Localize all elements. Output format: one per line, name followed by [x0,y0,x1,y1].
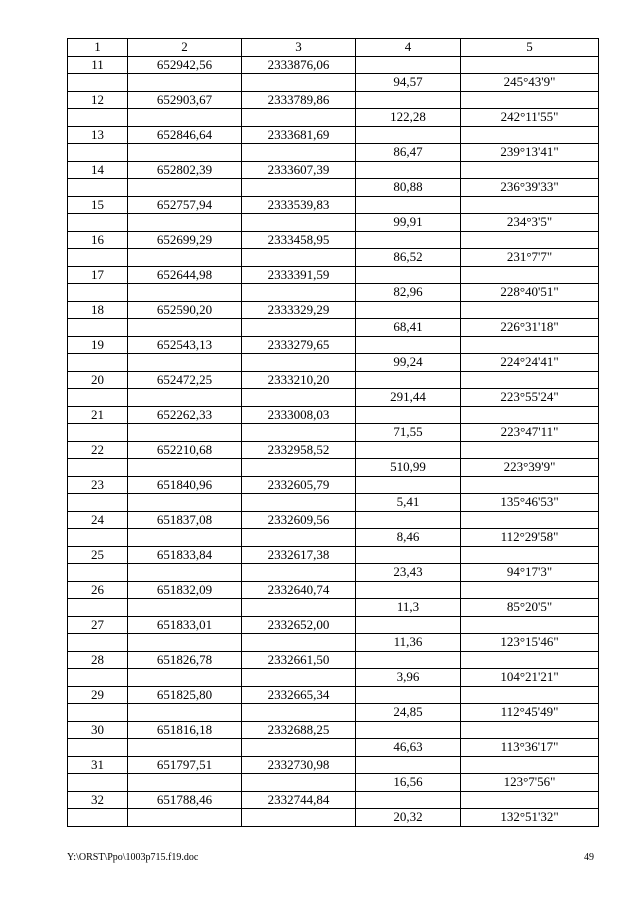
table-cell: 21 [68,406,128,424]
table-cell [461,476,599,494]
table-row [68,231,599,249]
table-cell [242,809,356,827]
table-cell: 123°15'46" [461,634,599,652]
table-cell: 2333458,95 [242,231,356,249]
table-cell [68,284,128,302]
table-cell [128,529,242,547]
table-cell: 231°7'7" [461,249,599,267]
table-cell [68,214,128,232]
table-cell [242,494,356,512]
table-row [68,616,599,634]
table-row [68,371,599,389]
table-cell: 11 [68,56,128,74]
table-cell [356,441,461,459]
table-cell: 3,96 [356,669,461,687]
table-cell [242,179,356,197]
table-row [68,91,599,109]
table-cell [128,564,242,582]
table-cell [242,109,356,127]
table-cell [68,599,128,617]
table-row [68,721,599,739]
table-cell [68,249,128,267]
table-cell [128,179,242,197]
table-cell: 99,91 [356,214,461,232]
table-row [68,56,599,74]
table-cell [461,336,599,354]
table-cell: 2333329,29 [242,301,356,319]
table-cell [242,319,356,337]
table-cell: 28 [68,651,128,669]
table-cell: 68,41 [356,319,461,337]
table-cell: 122,28 [356,109,461,127]
table-cell [242,599,356,617]
table-cell: 652644,98 [128,266,242,284]
table-cell [68,774,128,792]
table-cell: 2332652,00 [242,616,356,634]
table-cell [356,336,461,354]
table-cell [356,56,461,74]
table-row [68,581,599,599]
table-cell: 291,44 [356,389,461,407]
table-row [68,459,599,477]
table-cell [68,529,128,547]
table-cell [461,301,599,319]
table-cell [461,441,599,459]
table-cell [356,756,461,774]
table-cell: 14 [68,161,128,179]
table-cell: 94°17'3" [461,564,599,582]
table-cell [461,406,599,424]
table-cell: 15 [68,196,128,214]
table-cell [356,371,461,389]
table-cell: 651825,80 [128,686,242,704]
table-cell: 104°21'21" [461,669,599,687]
column-header: 3 [242,39,356,57]
table-cell [356,91,461,109]
table-row [68,529,599,547]
table-row [68,284,599,302]
table-cell [128,704,242,722]
table-cell [242,249,356,267]
table-cell [356,546,461,564]
table-cell [128,599,242,617]
table-cell: 2332605,79 [242,476,356,494]
table-cell: 223°39'9" [461,459,599,477]
table-cell [461,126,599,144]
table-cell [242,389,356,407]
table-cell [461,721,599,739]
table-cell: 2332640,74 [242,581,356,599]
table-cell [68,389,128,407]
table-cell [128,424,242,442]
table-cell [242,669,356,687]
table-cell [128,389,242,407]
table-cell: 510,99 [356,459,461,477]
table-cell [461,196,599,214]
table-cell: 652699,29 [128,231,242,249]
table-cell [68,634,128,652]
table-row [68,564,599,582]
table-row [68,511,599,529]
table-cell: 17 [68,266,128,284]
table-row [68,319,599,337]
table-cell [68,144,128,162]
table-cell: 86,52 [356,249,461,267]
table-cell: 652543,13 [128,336,242,354]
table-cell: 2333391,59 [242,266,356,284]
table-cell: 82,96 [356,284,461,302]
table-cell: 652210,68 [128,441,242,459]
table-row [68,546,599,564]
table-cell: 2332744,84 [242,791,356,809]
table-cell [128,284,242,302]
table-cell: 652942,56 [128,56,242,74]
table-cell [461,91,599,109]
table-cell: 651826,78 [128,651,242,669]
table-header-row [68,39,599,57]
table-cell: 80,88 [356,179,461,197]
table-cell: 2332958,52 [242,441,356,459]
table-row [68,441,599,459]
table-cell [356,791,461,809]
table-cell [242,459,356,477]
column-header: 1 [68,39,128,57]
table-cell [461,56,599,74]
table-cell [356,476,461,494]
table-cell [128,669,242,687]
table-row [68,179,599,197]
table-cell [461,791,599,809]
table-cell: 135°46'53" [461,494,599,512]
table-cell [68,109,128,127]
table-cell [356,266,461,284]
table-cell: 651797,51 [128,756,242,774]
table-cell: 651788,46 [128,791,242,809]
table-cell: 2332661,50 [242,651,356,669]
table-cell [242,284,356,302]
table-cell: 19 [68,336,128,354]
table-row [68,476,599,494]
table-cell: 652802,39 [128,161,242,179]
table-cell [68,424,128,442]
table-cell [128,109,242,127]
table-cell: 24 [68,511,128,529]
table-cell [356,301,461,319]
table-cell [356,686,461,704]
table-row [68,389,599,407]
footer-file-path: Y:\ORST\Ppo\1003p715.f19.doc [67,852,199,863]
table-cell: 223°47'11" [461,424,599,442]
table-cell [461,651,599,669]
table-row [68,144,599,162]
table-cell: 234°3'5" [461,214,599,232]
table-row [68,634,599,652]
table-cell [461,616,599,634]
table-cell [128,739,242,757]
table-cell: 651816,18 [128,721,242,739]
column-header: 4 [356,39,461,57]
table-cell [68,319,128,337]
table-cell: 651832,09 [128,581,242,599]
table-cell [242,634,356,652]
table-cell [68,704,128,722]
table-cell: 2333539,83 [242,196,356,214]
table-row [68,161,599,179]
table-cell: 228°40'51" [461,284,599,302]
column-header: 2 [128,39,242,57]
table-cell: 13 [68,126,128,144]
table-row [68,739,599,757]
table-cell [242,354,356,372]
table-cell [128,214,242,232]
table-cell: 652903,67 [128,91,242,109]
table-cell: 652262,33 [128,406,242,424]
table-cell: 2332609,56 [242,511,356,529]
table-row [68,109,599,127]
table-row [68,809,599,827]
table-cell [242,529,356,547]
table-cell [128,634,242,652]
table-cell: 22 [68,441,128,459]
table-row [68,791,599,809]
table-cell: 2333607,39 [242,161,356,179]
table-row [68,704,599,722]
table-row [68,126,599,144]
table-row [68,774,599,792]
table-cell [356,196,461,214]
table-cell [128,319,242,337]
table-cell: 5,41 [356,494,461,512]
table-cell [461,511,599,529]
table-cell: 23,43 [356,564,461,582]
table-cell [68,494,128,512]
table-row [68,301,599,319]
table-cell [128,809,242,827]
table-cell: 99,24 [356,354,461,372]
table-cell: 2333789,86 [242,91,356,109]
table-cell: 224°24'41" [461,354,599,372]
table-cell [68,564,128,582]
table-cell: 94,57 [356,74,461,92]
table-cell [242,564,356,582]
table-cell: 652590,20 [128,301,242,319]
table-cell [461,686,599,704]
table-cell [356,511,461,529]
table-cell: 29 [68,686,128,704]
table-cell: 12 [68,91,128,109]
table-row [68,266,599,284]
table-body [68,39,599,827]
table-cell [68,179,128,197]
table-cell [356,651,461,669]
table-cell [128,354,242,372]
table-row [68,756,599,774]
table-cell [128,74,242,92]
footer-page-number: 49 [584,852,594,863]
table-cell: 23 [68,476,128,494]
table-cell: 24,85 [356,704,461,722]
table-cell: 223°55'24" [461,389,599,407]
table-cell: 112°45'49" [461,704,599,722]
table-cell [461,756,599,774]
table-cell [68,74,128,92]
table-cell: 16 [68,231,128,249]
table-cell: 651833,84 [128,546,242,564]
table-cell: 20,32 [356,809,461,827]
table-cell: 2333681,69 [242,126,356,144]
coordinates-table [67,38,599,827]
table-cell: 652846,64 [128,126,242,144]
table-cell: 226°31'18" [461,319,599,337]
table-cell [461,161,599,179]
table-cell: 2333279,65 [242,336,356,354]
table-cell [461,546,599,564]
table-cell: 2333008,03 [242,406,356,424]
table-row [68,494,599,512]
table-cell: 26 [68,581,128,599]
table-cell: 2332688,25 [242,721,356,739]
table-cell: 2332617,38 [242,546,356,564]
table-cell: 71,55 [356,424,461,442]
table-cell [242,424,356,442]
table-cell [242,704,356,722]
table-cell: 651833,01 [128,616,242,634]
column-header: 5 [461,39,599,57]
table-cell [356,126,461,144]
table-row [68,249,599,267]
table-cell [128,144,242,162]
table-cell [356,721,461,739]
table-row [68,686,599,704]
table-cell: 245°43'9" [461,74,599,92]
table-row [68,424,599,442]
table-cell [68,809,128,827]
table-cell: 30 [68,721,128,739]
table-cell [461,581,599,599]
table-cell: 652757,94 [128,196,242,214]
table-row [68,214,599,232]
table-cell: 86,47 [356,144,461,162]
table-cell: 242°11'55" [461,109,599,127]
table-cell: 85°20'5" [461,599,599,617]
table-cell [128,249,242,267]
table-cell: 46,63 [356,739,461,757]
table-cell: 123°7'56" [461,774,599,792]
table-cell [356,616,461,634]
table-cell: 651840,96 [128,476,242,494]
table-cell [68,354,128,372]
table-cell: 32 [68,791,128,809]
table-row [68,336,599,354]
table-cell: 2333876,06 [242,56,356,74]
table-row [68,651,599,669]
table-cell: 27 [68,616,128,634]
table-cell [242,774,356,792]
table-cell: 112°29'58" [461,529,599,547]
table-cell: 2332665,34 [242,686,356,704]
table-cell [242,739,356,757]
table-cell: 113°36'17" [461,739,599,757]
table-row [68,669,599,687]
table-row [68,406,599,424]
table-cell [68,669,128,687]
table-row [68,599,599,617]
table-cell [128,494,242,512]
table-cell: 25 [68,546,128,564]
table-cell [242,144,356,162]
table-row [68,196,599,214]
table-cell [68,739,128,757]
table-cell: 2333210,20 [242,371,356,389]
table-cell: 132°51'32" [461,809,599,827]
table-cell: 31 [68,756,128,774]
table-cell: 239°13'41" [461,144,599,162]
table-cell: 11,3 [356,599,461,617]
table-cell [461,371,599,389]
table-cell [128,774,242,792]
table-cell [461,266,599,284]
table-cell [242,74,356,92]
table-cell [356,406,461,424]
table-cell [68,459,128,477]
table-cell: 20 [68,371,128,389]
table-cell: 2332730,98 [242,756,356,774]
table-cell: 18 [68,301,128,319]
table-cell [242,214,356,232]
table-cell [356,581,461,599]
table-cell [128,459,242,477]
table-cell: 16,56 [356,774,461,792]
table-cell [356,231,461,249]
table-cell: 11,36 [356,634,461,652]
table-cell: 236°39'33" [461,179,599,197]
table-row [68,74,599,92]
table-cell [461,231,599,249]
table-cell: 8,46 [356,529,461,547]
table-cell: 652472,25 [128,371,242,389]
table-cell: 651837,08 [128,511,242,529]
table-row [68,354,599,372]
table-cell [356,161,461,179]
